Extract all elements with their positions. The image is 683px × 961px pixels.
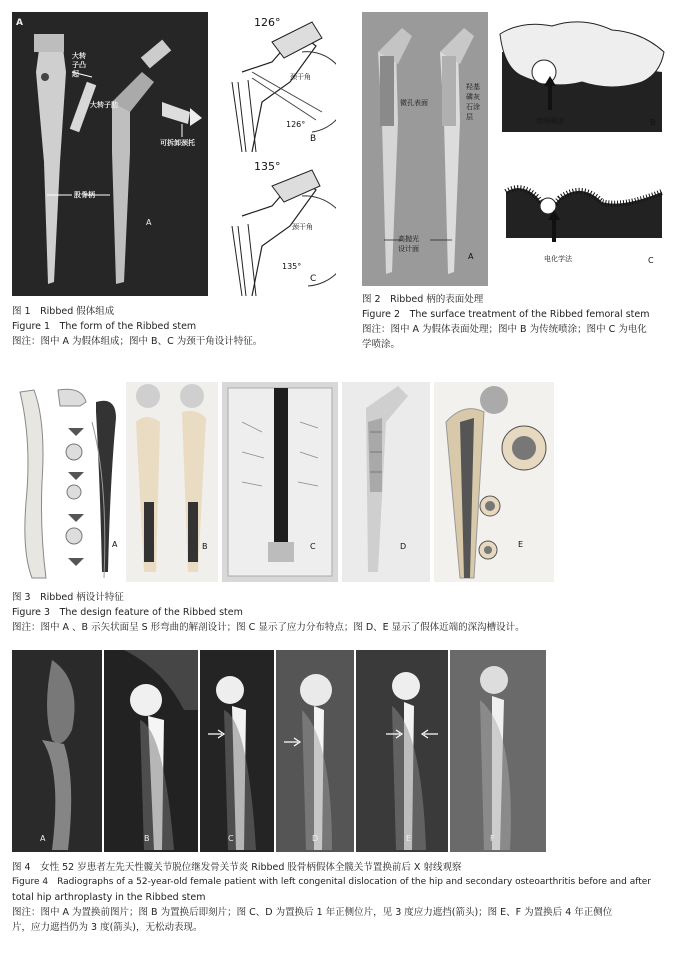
femoral-stem-label: 股骨柄	[74, 191, 95, 199]
caption-note-line1: 图注：图中 A 为假体表面处理；图中 B 为传统喷涂；图中 C 为电化	[362, 324, 647, 335]
traditional-spray-label: 传统喷涂	[536, 117, 564, 125]
panel-letter-d: D	[400, 542, 407, 551]
caption-cn: 图 2 Ribbed 柄的表面处理	[362, 294, 484, 305]
caption-note-line2: 学喷涂。	[362, 339, 401, 350]
electrochemical-label: 电化学法	[544, 255, 572, 263]
four-year-ap-radiograph	[356, 650, 448, 852]
greater-trochanter-rib-label: 大转子肋	[90, 101, 118, 109]
panel-letter-c: C	[310, 274, 317, 284]
figure4-panel-c	[200, 650, 274, 852]
caption-en-line2: total hip arthroplasty in the Ribbed stem	[12, 892, 206, 903]
panel-letter-b: B	[202, 542, 208, 551]
one-year-ap-radiograph	[200, 650, 274, 852]
label-line: 层	[466, 113, 473, 121]
modular-neck-label: 可拆卸颈托	[160, 139, 195, 147]
surface-treatment-photo	[362, 12, 488, 286]
figure4-panel-b	[104, 650, 198, 852]
polished-surface-label	[398, 234, 419, 254]
label-line: 起	[72, 70, 79, 78]
panel-letter-a: A	[146, 218, 152, 227]
figure4-panel-d	[276, 650, 354, 852]
figure3-caption	[12, 590, 672, 635]
neck-angle-drawing-135	[212, 156, 336, 296]
figure3-panel-e	[434, 382, 554, 582]
stem-in-bone-photo	[126, 382, 218, 582]
proximal-groove-photo	[342, 382, 430, 582]
traditional-spray-drawing	[492, 12, 672, 142]
label-line: 高抛光	[398, 235, 419, 243]
greater-trochanter-label	[72, 52, 86, 79]
angle-135-inner-label: 135°	[282, 262, 302, 271]
caption-note-line2: 片，应力遮挡仍为 3 度(箭头)，无松动表现。	[12, 922, 203, 933]
label-line: 子凸	[72, 61, 86, 69]
figure3-panel-b	[126, 382, 218, 582]
panel-letter-c: C	[648, 256, 654, 265]
figure4-panel-a	[12, 650, 102, 852]
ha-coating-label	[466, 82, 480, 122]
femur-sagittal-drawing	[12, 382, 122, 582]
caption-note-line1: 图注：图中 A 为置换前图片；图 B 为置换后即刻片；图 C、D 为置换后 1 年正侧位片，见 3 度应力遮挡(箭头)；图 E、F 为置换后 4 年正侧位	[12, 907, 613, 918]
stem-components-photo	[12, 12, 208, 296]
figure3-panel-c	[222, 382, 338, 582]
neck-angle-drawing-126	[212, 12, 336, 152]
figure1-caption	[12, 304, 342, 349]
figure1-panel-b	[212, 12, 336, 152]
panel-letter-a: A	[40, 834, 46, 843]
panel-letter-f: F	[490, 834, 495, 843]
figure3-panel-d	[342, 382, 430, 582]
label-line: 羟基	[466, 83, 480, 91]
panel-letter-d: D	[312, 834, 319, 843]
neck-shaft-angle-label-b: 颈干角	[290, 73, 311, 81]
preop-radiograph	[12, 650, 102, 852]
panel-letter-b: B	[144, 834, 150, 843]
figure2-panel-b	[492, 12, 672, 142]
caption-note: 图注：图中 A 为假体组成；图中 B、C 为颈干角设计特征。	[12, 336, 263, 347]
figure2-panel-c	[492, 152, 672, 272]
panel-letter-a: A	[112, 540, 118, 549]
panel-letter-e: E	[406, 834, 412, 843]
angle-126-inner-label: 126°	[286, 120, 306, 129]
label-line: 设计面	[398, 245, 419, 253]
figure4-caption	[12, 860, 676, 935]
one-year-lateral-radiograph	[276, 650, 354, 852]
panel-letter-b: B	[650, 118, 656, 127]
neck-shaft-angle-label-c: 颈干角	[292, 223, 313, 231]
figure2-caption	[362, 292, 678, 352]
angle-135-label: 135°	[254, 160, 281, 173]
caption-cn: 图 3 Ribbed 柄设计特征	[12, 592, 124, 603]
panel-letter-c: C	[228, 834, 234, 843]
panel-label-a: A	[16, 18, 23, 28]
proximal-groove-cross-section	[434, 382, 554, 582]
angle-126-label: 126°	[254, 16, 281, 29]
panel-letter-e: E	[518, 540, 524, 549]
caption-cn: 图 1 Ribbed 假体组成	[12, 306, 115, 317]
figure1-panel-c	[212, 156, 336, 296]
caption-en: Figure 1 The form of the Ribbed stem	[12, 321, 197, 332]
figure3-panel-a	[12, 382, 122, 582]
electrochemical-spray-drawing	[492, 152, 672, 272]
label-line: 磷灰	[466, 93, 480, 101]
figure1-panel-a	[12, 12, 208, 296]
caption-en: Figure 2 The surface treatment of the Ribbed femoral stem	[362, 309, 650, 320]
immediate-postop-radiograph	[104, 650, 198, 852]
panel-letter-c: C	[310, 542, 316, 551]
porous-surface-label: 微孔表面	[400, 99, 428, 107]
stress-distribution-photo	[222, 382, 338, 582]
caption-note: 图注：图中 A 、B 示矢状面呈 S 形弯曲的解剖设计；图 C 显示了应力分布特点；图 D、E 显示了假体近端的深沟槽设计。	[12, 622, 525, 633]
figure4-panel-f	[450, 650, 546, 852]
panel-letter-a: A	[468, 252, 474, 261]
caption-en: Figure 3 The design feature of the Ribbed stem	[12, 607, 243, 618]
caption-en-line1: Figure 4 Radiographs of a 52-year-old female patient with left congenital dislocation of the hip and secondary osteoarthritis before and after	[12, 877, 652, 887]
label-line: 石涂	[466, 103, 480, 111]
figure2-panel-a	[362, 12, 488, 286]
label-line: 大转	[72, 52, 86, 60]
four-year-lateral-radiograph	[450, 650, 546, 852]
panel-letter-b: B	[310, 134, 317, 144]
figure4-panel-e	[356, 650, 448, 852]
caption-cn: 图 4 女性 52 岁患者左先天性髋关节脱位继发骨关节炎 Ribbed 股骨柄假体全髋关节置换前后 X 射线观察	[12, 862, 462, 873]
